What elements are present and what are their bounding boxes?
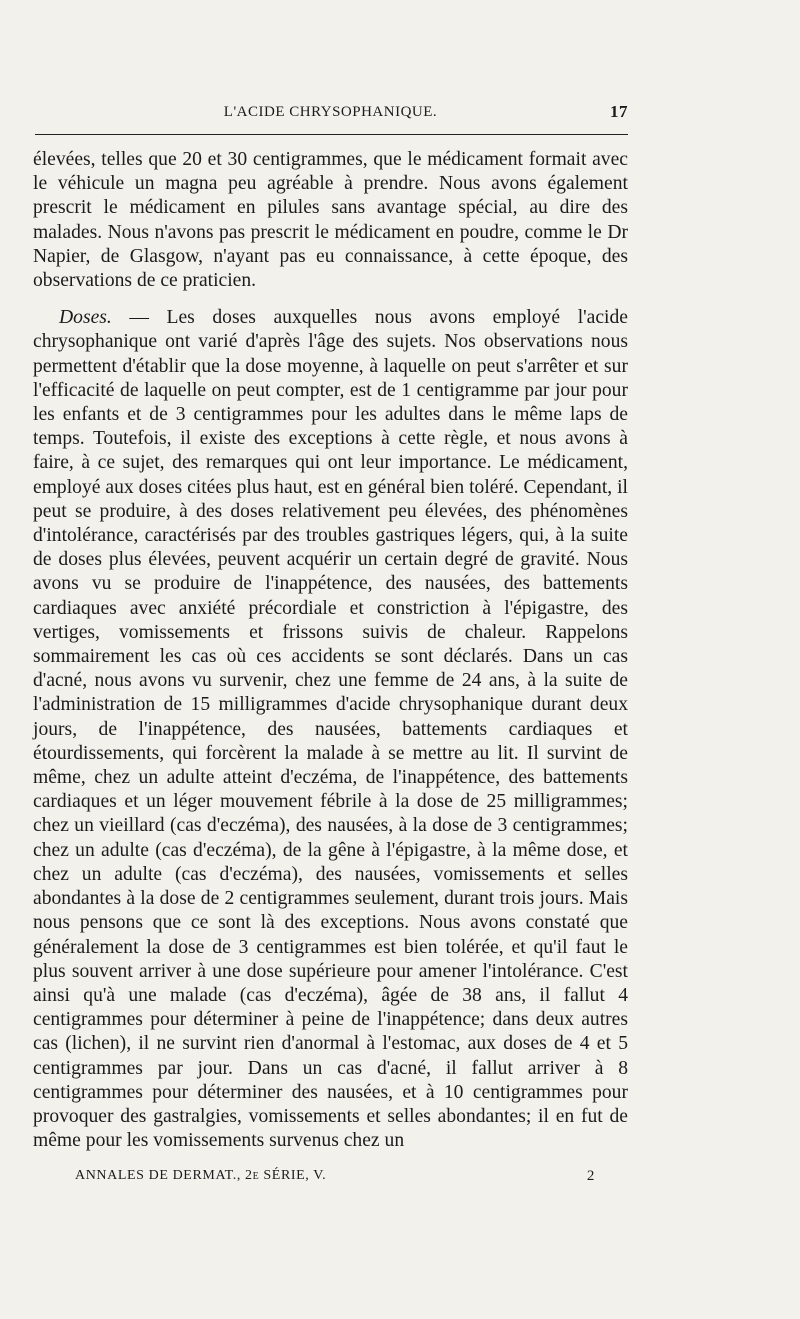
paragraph: élevées, telles que 20 et 30 centigrammes, que le médicament formait avec le véhicule un magna peu agréable à prendre. Nous avons également prescrit le médicament en pilules sans avantage spécial, au dire des malades. Nous n'avons pas prescrit le médicament en poudre, comme le Dr Napier, de Glasgow, n'ayant pas eu connaissance, à cette époque, des observations de ce praticien.: [33, 149, 628, 292]
signature-mark: 2: [586, 1168, 595, 1184]
paragraph-doses: [33, 306, 628, 1153]
section-lead: Doses.: [59, 307, 112, 329]
page-footer: [75, 1168, 595, 1184]
journal-citation: ANNALES DE DERMAT., 2e SÉRIE, V.: [75, 1168, 327, 1183]
header-rule: [35, 134, 628, 135]
paragraph-text: — Les doses auxquelles nous avons employé l'acide chrysophanique ont varié d'après l'âge des sujets. Nos observations nous permettent d'établir que la dose moyenne, à laquelle on peut s'arrêter et sur l'efficacité de laquelle on peut compter, est de 1 centigramme par jour pour les enfants et de 3 centigrammes pour les adultes dans le même laps de temps. Toutefois, il existe des exceptions à cette règle, et nous avons à faire, à ce sujet, des remarques qui ont leur importance. Le médicament, employé aux doses citées plus haut, est en général bien toléré. Cependant, il peut se produire, à des doses relativement peu élevées, des phénomènes d'intolérance, caractérisés par des troubles gastriques légers, qui, à la suite de doses plus élevées, peuvent acquérir un certain degré de gravité. Nous avons vu se produire de l'inappétence, des nausées, des battements cardiaques avec anxiété précordiale et constriction à l'épigastre, des vertiges, vomissements et frissons suivis de chaleur. Rappelons sommairement les cas où ces accidents se sont déclarés. Dans un cas d'acné, nous avons vu survenir, chez une femme de 24 ans, à la suite de l'administration de 15 milligrammes d'acide chrysophanique durant deux jours, de l'inappétence, des nausées, battements cardiaques et étourdissements, qui forcèrent la malade à se mettre au lit. Il survint de même, chez un adulte atteint d'eczéma, de l'inappétence, des battements cardiaques et un léger mouvement fébrile à la dose de 25 milligrammes; chez un vieillard (cas d'eczéma), des nausées, à la dose de 3 centigrammes; chez un adulte (cas d'eczéma), de la gêne à l'épigastre, à la même dose, et chez un adulte (cas d'eczéma), des nausées, vomissements et selles abondantes à la dose de 2 centigrammes seulement, durant trois jours. Mais nous pensons que ce sont là des exceptions. Nous avons constaté que généralement la dose de 3 centigrammes est bien tolérée, et qu'il faut le plus souvent arriver à une dose supérieure pour amener l'intolérance. C'est ainsi qu'à une malade (cas d'eczéma), âgée de 38 ans, il fallut 4 centigrammes pour déterminer à peine de l'inappétence; dans deux autres cas (lichen), il ne survint rien d'anormal à l'estomac, aux doses de 4 et 5 centigrammes par jour. Dans un cas d'acné, il fallut arriver à 8 centigrammes pour déterminer des nausées, et à 10 centigrammes pour provoquer des gastralgies, vomissements et selles abondantes; il en fut de même pour les vomissements survenus chez un: [33, 307, 628, 1152]
running-head: [33, 104, 628, 130]
page-number: 17: [610, 102, 628, 121]
body-text: [33, 148, 628, 1153]
running-title: L'ACIDE CHRYSOPHANIQUE.: [223, 104, 438, 120]
